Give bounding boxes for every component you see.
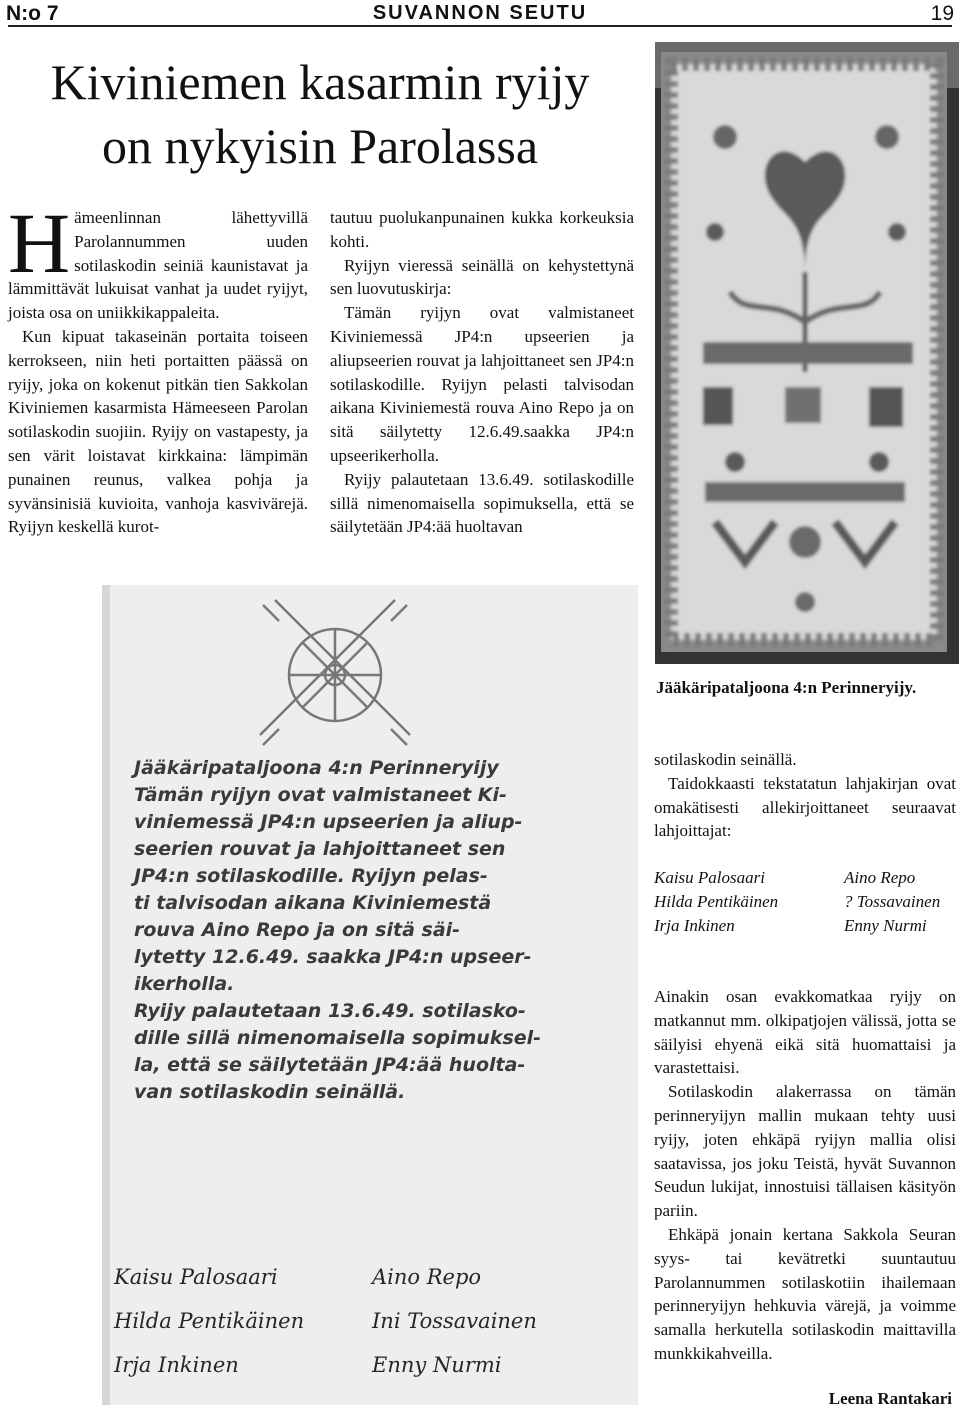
rug-image-icon	[655, 42, 959, 664]
letter-line: seerien rouvat ja lahjoittaneet sen	[134, 838, 506, 860]
letter-line: ti talvisodan aikana Kiviniemestä	[134, 892, 492, 914]
signature: Irja Inkinen	[114, 1353, 239, 1377]
letter-line: ikerholla.	[134, 973, 235, 995]
letter-line: JP4:n sotilaskodille. Ryijyn pelas-	[134, 865, 488, 887]
issue-number: N:o 7	[6, 2, 59, 25]
signature-row	[102, 1299, 638, 1343]
donor-name: Hilda Pentikäinen	[654, 892, 779, 911]
paragraph: sotilaskodin seinällä.	[654, 750, 797, 769]
paragraph: Ehkäpä jonain kertana Sakkola Seuran syys- tai kevätretki suuntautuu Parolannummen sotilaskotiin ihailemaan perinneryijyn hehkuvia värejä, ja voimme samalla herkutella sotilaskodin maittavilla munkkikahveilla.	[654, 1224, 956, 1363]
letter-line: van sotilaskodin seinällä.	[134, 1081, 406, 1103]
letter-line: Ryijy palautetaan 13.6.49. sotilasko-	[134, 1000, 526, 1022]
paragraph: Tämän ryijyn ovat valmistaneet Kiviniemessä JP4:n upseerien ja aliupseerien rouvat ja lahjoittaneet sen JP4:n sotilaskodille. Ryijyn pelasti talvisodan aikana Kiviniemestä rouva Aino Repo ja on sitä säilytetty 12.6.49.saakka JP4:n upseerikerholla.	[330, 303, 634, 465]
donor-row	[654, 890, 956, 914]
letter-line: rouva Aino Repo ja on sitä säi-	[134, 919, 461, 941]
article-column-2	[330, 206, 634, 539]
lead-paragraph-text: ämeenlinnan lähettyvillä Parolannummen uuden sotilaskodin seiniä kaunistavat ja lämmittävät lukuisat vanhat ja uudet ryijyt, joista osa on uniikkikappaleita.	[8, 208, 308, 323]
drop-cap: H	[8, 195, 71, 291]
signatures	[102, 1255, 638, 1387]
donor-row	[654, 914, 956, 938]
signature: Kaisu Palosaari	[114, 1265, 278, 1289]
article-column-1	[8, 195, 308, 539]
donor-name: Aino Repo	[844, 868, 916, 887]
letter-line: Tämän ryijyn ovat valmistaneet Ki-	[134, 784, 507, 806]
donor-name: Enny Nurmi	[844, 916, 927, 935]
headline-line-2: on nykyisin Parolassa	[101, 118, 539, 174]
signature: Ini Tossavainen	[372, 1309, 537, 1333]
page-header	[0, 0, 960, 26]
page-number: 19	[930, 2, 954, 25]
signature: Hilda Pentikäinen	[114, 1309, 305, 1333]
letter-text	[134, 755, 614, 1106]
lead-paragraph	[8, 195, 308, 325]
donor-list	[654, 866, 956, 938]
author-byline: Leena Rantakari	[828, 1389, 952, 1408]
letter-line: Jääkäripataljoona 4:n Perinneryijy	[134, 757, 499, 779]
paragraph: Sotilaskodin alakerrassa on tämän perinneryijyn mallin mukaan tehty uusi ryijy, joten ehkäpä ryijyn mallia olisi saatavissa, jos joku Teistä, hyvät Suvannon Seudun lukijat, innostuisi tällaisen käsityön pariin.	[654, 1082, 956, 1221]
signature-row	[102, 1255, 638, 1299]
article-column-4	[654, 985, 956, 1366]
rug-photo	[655, 42, 959, 664]
signature-row	[102, 1343, 638, 1387]
letter-line: viniemessä JP4:n upseerien ja aliup-	[134, 811, 523, 833]
donor-name: Irja Inkinen	[654, 916, 735, 935]
paragraph: Taidokkaasti tekstatatun lahjakirjan ovat omakätisesti allekirjoittaneet seuraavat lahjoittajat:	[654, 773, 956, 841]
paragraph: Ainakin osan evakkomatkaa ryijy on matkannut mm. olkipatjojen välissä, jotta se säilyisi ehyenä eikä sitä huomattaisi ja varastettaisi.	[654, 987, 956, 1078]
letter-line: dille sillä nimenomaisella sopimuksel-	[134, 1027, 542, 1049]
photo-caption: Jääkäripataljoona 4:n Perinneryijy.	[656, 678, 917, 697]
signature: Enny Nurmi	[372, 1353, 502, 1377]
article-headline	[0, 50, 640, 178]
newspaper-name: SUVANNON SEUTU	[372, 2, 588, 24]
letter-line: la, että se säilytetään JP4:ää huolta-	[134, 1054, 526, 1076]
article-column-3	[654, 748, 956, 843]
donor-name: Kaisu Palosaari	[654, 868, 765, 887]
donor-name: ? Tossavainen	[844, 892, 941, 911]
header-rule	[8, 25, 952, 27]
paragraph: tautuu puolukanpunainen kukka korkeuksia kohti.	[330, 208, 634, 251]
paragraph: Ryijyn vieressä seinällä on kehystettynä sen luovutuskirja:	[330, 255, 634, 299]
signature: Aino Repo	[372, 1265, 482, 1289]
donation-letter-photo	[102, 585, 638, 1405]
donor-row	[654, 866, 956, 890]
letter-line: lytetty 12.6.49. saakka JP4:n upseer-	[134, 946, 532, 968]
paragraph: Ryijy palautetaan 13.6.49. sotilaskodille sillä nimenomaisella sopimuksella, että se säilytetään JP4:ää huoltavan	[330, 469, 634, 537]
headline-line-1: Kiviniemen kasarmin ryijy	[50, 54, 590, 110]
paragraph: Kun kipuat takaseinän portaita toiseen kerrokseen, niin heti portaitten päässä on ryijy, joka on kokenut pitkän tien Sakkolan Kiviniemen kasarmista Hämeeseen Parolan sotilaskodin suojiin. Ryijy on vastapesty, ja sen värit loistavat kirkkaina: lämpimän punainen reunus, valkea pohja ja syvänsinisiä kuvioita, vanhoja kasvivärejä. Ryijyn keskellä kurot-	[8, 326, 308, 537]
